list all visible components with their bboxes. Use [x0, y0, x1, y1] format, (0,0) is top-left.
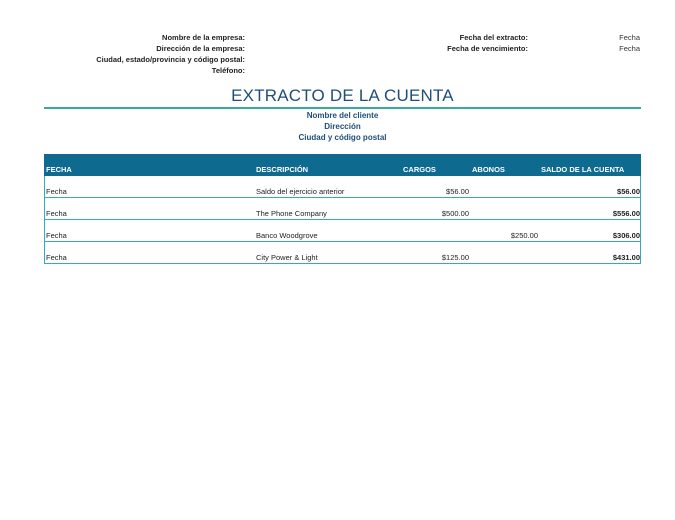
row-description: The Phone Company — [256, 209, 327, 218]
company-name-label: Nombre de la empresa: — [162, 33, 245, 42]
row-date: Fecha — [46, 231, 67, 240]
row-balance: $306.00 — [612, 231, 640, 240]
row-description: Banco Woodgrove — [256, 231, 318, 240]
company-city-label: Ciudad, estado/provincia y código postal: — [96, 55, 245, 64]
table-row — [44, 199, 641, 220]
customer-city: Ciudad y código postal — [298, 133, 387, 142]
row-date: Fecha — [46, 253, 67, 262]
column-header-date: FECHA — [46, 165, 72, 174]
column-header-balance: SALDO DE LA CUENTA — [541, 165, 625, 174]
column-header-charges: CARGOS — [403, 165, 436, 174]
row-balance: $431.00 — [612, 253, 640, 262]
table-row — [44, 243, 641, 264]
column-header-credits: ABONOS — [472, 165, 505, 174]
due-date-label: Fecha de vencimiento: — [447, 44, 528, 53]
column-header-description: DESCRIPCIÓN — [256, 165, 309, 174]
due-date-value: Fecha — [619, 44, 640, 53]
page-title: EXTRACTO DE LA CUENTA — [231, 86, 454, 105]
row-charges: $125.00 — [441, 253, 469, 262]
table-row — [44, 221, 641, 242]
row-description: City Power & Light — [256, 253, 318, 262]
row-credits: $250.00 — [510, 231, 538, 240]
statement-date-value: Fecha — [619, 33, 640, 42]
title-divider — [44, 107, 641, 109]
company-phone-label: Teléfono: — [211, 66, 245, 75]
row-balance: $556.00 — [612, 209, 640, 218]
row-charges: $500.00 — [441, 209, 469, 218]
statement-date-label: Fecha del extracto: — [459, 33, 528, 42]
row-description: Saldo del ejercicio anterior — [256, 187, 345, 196]
row-charges: $56.00 — [446, 187, 469, 196]
customer-name: Nombre del cliente — [306, 111, 379, 120]
row-date: Fecha — [46, 209, 67, 218]
row-balance: $56.00 — [617, 187, 640, 196]
customer-address: Dirección — [324, 122, 361, 131]
company-address-label: Dirección de la empresa: — [156, 44, 245, 53]
row-date: Fecha — [46, 187, 67, 196]
